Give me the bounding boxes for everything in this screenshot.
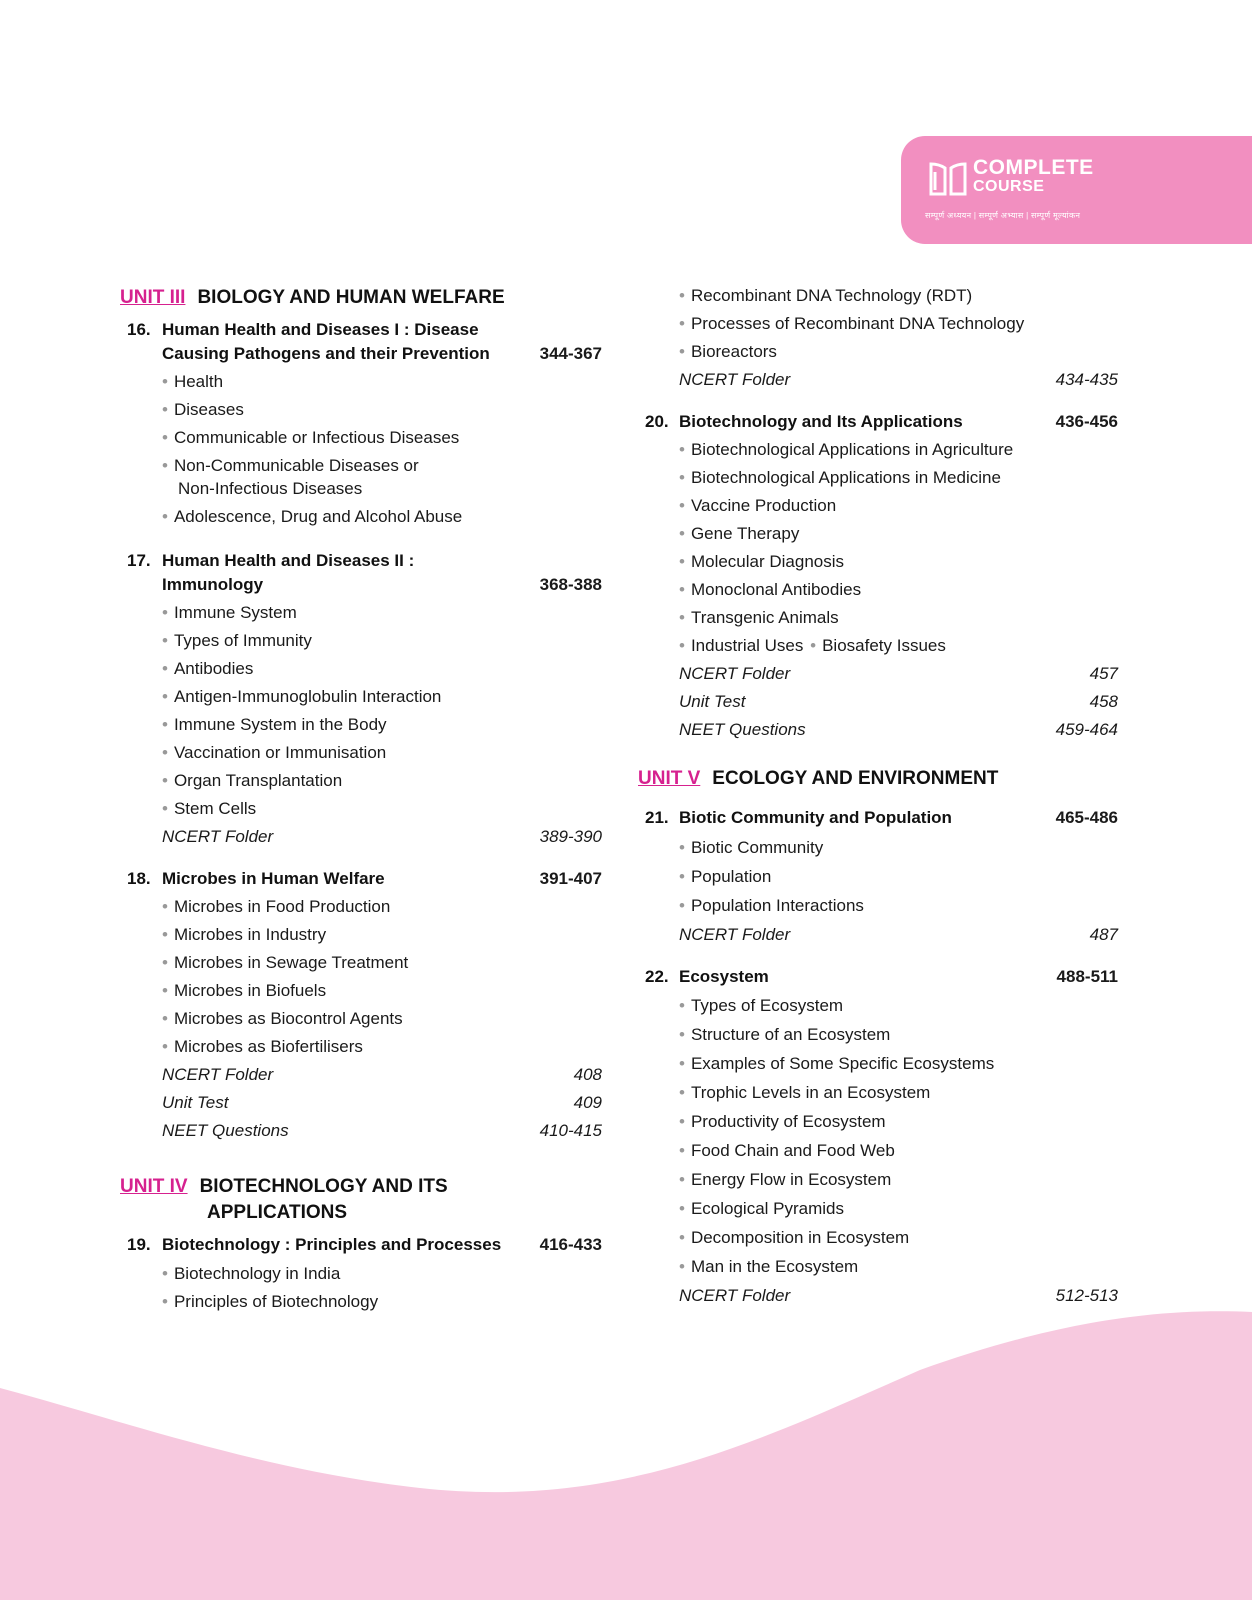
brand-badge bbox=[901, 136, 1252, 244]
unit-iii-title: BIOLOGY AND HUMAN WELFARE bbox=[197, 287, 505, 308]
list-item: • Examples of Some Specific Ecosystems bbox=[679, 1054, 995, 1073]
chapter-17-pages: 368-388 bbox=[539, 575, 602, 594]
list-item: • Gene Therapy bbox=[679, 524, 800, 543]
chapter-17-title-line2: Immunology bbox=[162, 575, 264, 594]
unit-v-heading bbox=[638, 768, 998, 790]
chapter-19-number: 19. bbox=[127, 1235, 151, 1254]
list-item: • Antibodies bbox=[162, 659, 254, 678]
chapter-19-title: Biotechnology : Principles and Processes bbox=[162, 1235, 502, 1254]
chapter-22-number: 22. bbox=[645, 967, 669, 986]
unit-v-label: UNIT V bbox=[638, 768, 701, 789]
chapter-22-title: Ecosystem bbox=[679, 967, 769, 986]
list-item: • Trophic Levels in an Ecosystem bbox=[679, 1083, 931, 1102]
list-item: • Productivity of Ecosystem bbox=[679, 1112, 886, 1131]
list-item: • Man in the Ecosystem bbox=[679, 1257, 859, 1276]
list-item: • Structure of an Ecosystem bbox=[679, 1025, 891, 1044]
chapter-16-number: 16. bbox=[127, 320, 151, 339]
list-item: • Diseases bbox=[162, 400, 244, 419]
list-item: • Microbes in Biofuels bbox=[162, 981, 327, 1000]
list-item: • Immune System bbox=[162, 603, 297, 622]
chapter-21-pages: 465-486 bbox=[1055, 808, 1118, 827]
ncert-folder-label: NCERT Folder bbox=[162, 827, 274, 846]
list-item: • Non-Communicable Diseases or bbox=[162, 456, 419, 475]
unit-iv-title-line2: APPLICATIONS bbox=[207, 1202, 348, 1223]
list-item: • Types of Immunity bbox=[162, 631, 312, 650]
ncert-folder-pages: 389-390 bbox=[539, 827, 602, 846]
list-item-continued: Non-Infectious Diseases bbox=[178, 479, 363, 498]
unit-iii-label: UNIT III bbox=[120, 287, 186, 308]
list-item: • Types of Ecosystem bbox=[679, 996, 844, 1015]
list-item: • Energy Flow in Ecosystem bbox=[679, 1170, 892, 1189]
chapter-18-title: Microbes in Human Welfare bbox=[162, 869, 385, 888]
list-item: • Principles of Biotechnology bbox=[162, 1292, 379, 1311]
ncert-folder-label: NCERT Folder bbox=[679, 370, 791, 389]
list-item: • Organ Transplantation bbox=[162, 771, 343, 790]
chapter-17-number: 17. bbox=[127, 551, 151, 570]
list-item: • Processes of Recombinant DNA Technology bbox=[679, 314, 1025, 333]
list-item: • Biotechnology in India bbox=[162, 1264, 341, 1283]
chapter-18-pages: 391-407 bbox=[539, 869, 602, 888]
list-item: • Biotechnological Applications in Medicine bbox=[679, 468, 1001, 487]
ncert-folder-pages: 434-435 bbox=[1055, 370, 1118, 389]
brand-tagline: सम्पूर्ण अध्ययन | सम्पूर्ण अभ्यास | सम्पूर्ण मूल्यांकन bbox=[925, 211, 1081, 220]
ncert-folder-pages: 408 bbox=[573, 1065, 602, 1084]
list-item: • Industrial Uses • Biosafety Issues bbox=[679, 636, 946, 655]
list-item: • Stem Cells bbox=[162, 799, 257, 818]
brand-subtitle: COURSE bbox=[973, 178, 1045, 195]
list-item: • Microbes as Biocontrol Agents bbox=[162, 1009, 403, 1028]
list-item: • Food Chain and Food Web bbox=[679, 1141, 895, 1160]
chapter-16-title-line2: Causing Pathogens and their Prevention bbox=[162, 344, 490, 363]
unit-test-pages: 409 bbox=[573, 1093, 602, 1112]
list-item: • Microbes as Biofertilisers bbox=[162, 1037, 363, 1056]
list-item: • Vaccination or Immunisation bbox=[162, 743, 387, 762]
ncert-folder-pages: 512-513 bbox=[1055, 1286, 1118, 1305]
neet-questions-label: NEET Questions bbox=[162, 1121, 289, 1140]
list-item: • Transgenic Animals bbox=[679, 608, 839, 627]
chapter-18-number: 18. bbox=[127, 869, 151, 888]
list-item: • Communicable or Infectious Diseases bbox=[162, 428, 460, 447]
unit-test-pages: 458 bbox=[1089, 692, 1118, 711]
chapter-16-title-line1: Human Health and Diseases I : Disease bbox=[162, 320, 479, 339]
list-item: • Population bbox=[679, 867, 772, 886]
list-item: • Antigen-Immunoglobulin Interaction bbox=[162, 687, 442, 706]
chapter-16-pages: 344-367 bbox=[539, 344, 602, 363]
list-item: • Biotic Community bbox=[679, 838, 824, 857]
list-item: • Microbes in Industry bbox=[162, 925, 327, 944]
neet-questions-pages: 459-464 bbox=[1055, 720, 1118, 739]
chapter-17-title-line1: Human Health and Diseases II : bbox=[162, 551, 415, 570]
list-item: • Decomposition in Ecosystem bbox=[679, 1228, 910, 1247]
ncert-folder-label: NCERT Folder bbox=[679, 925, 791, 944]
ncert-folder-label: NCERT Folder bbox=[679, 1286, 791, 1305]
list-item: • Population Interactions bbox=[679, 896, 864, 915]
chapter-21-title: Biotic Community and Population bbox=[679, 808, 952, 827]
ncert-folder-pages: 487 bbox=[1089, 925, 1118, 944]
neet-questions-label: NEET Questions bbox=[679, 720, 806, 739]
unit-iv-title-line1: BIOTECHNOLOGY AND ITS bbox=[199, 1176, 448, 1197]
unit-v-title: ECOLOGY AND ENVIRONMENT bbox=[712, 768, 999, 789]
list-item: • Monoclonal Antibodies bbox=[679, 580, 862, 599]
list-item: • Vaccine Production bbox=[679, 496, 837, 515]
unit-test-label: Unit Test bbox=[679, 692, 746, 711]
ncert-folder-label: NCERT Folder bbox=[679, 664, 791, 683]
list-item: • Ecological Pyramids bbox=[679, 1199, 845, 1218]
neet-questions-pages: 410-415 bbox=[539, 1121, 602, 1140]
list-item: • Adolescence, Drug and Alcohol Abuse bbox=[162, 507, 463, 526]
unit-test-label: Unit Test bbox=[162, 1093, 229, 1112]
list-item: • Biotechnological Applications in Agriculture bbox=[679, 440, 1014, 459]
chapter-22-pages: 488-511 bbox=[1056, 967, 1118, 986]
brand-title: COMPLETE bbox=[973, 156, 1094, 179]
chapter-21-number: 21. bbox=[645, 808, 669, 827]
list-item: • Microbes in Food Production bbox=[162, 897, 391, 916]
chapter-20-title: Biotechnology and Its Applications bbox=[679, 412, 963, 431]
ncert-folder-label: NCERT Folder bbox=[162, 1065, 274, 1084]
unit-iv-heading bbox=[120, 1176, 448, 1198]
list-item: • Bioreactors bbox=[679, 342, 777, 361]
open-book-icon bbox=[927, 158, 969, 200]
list-item: • Microbes in Sewage Treatment bbox=[162, 953, 409, 972]
chapter-20-pages: 436-456 bbox=[1055, 412, 1118, 431]
chapter-20-number: 20. bbox=[645, 412, 669, 431]
list-item: • Molecular Diagnosis bbox=[679, 552, 845, 571]
list-item: • Health bbox=[162, 372, 224, 391]
unit-iii-heading bbox=[120, 287, 505, 309]
chapter-19-pages: 416-433 bbox=[539, 1235, 602, 1254]
ncert-folder-pages: 457 bbox=[1089, 664, 1118, 683]
list-item: • Immune System in the Body bbox=[162, 715, 387, 734]
unit-iv-label: UNIT IV bbox=[120, 1176, 188, 1197]
list-item: • Recombinant DNA Technology (RDT) bbox=[679, 286, 973, 305]
